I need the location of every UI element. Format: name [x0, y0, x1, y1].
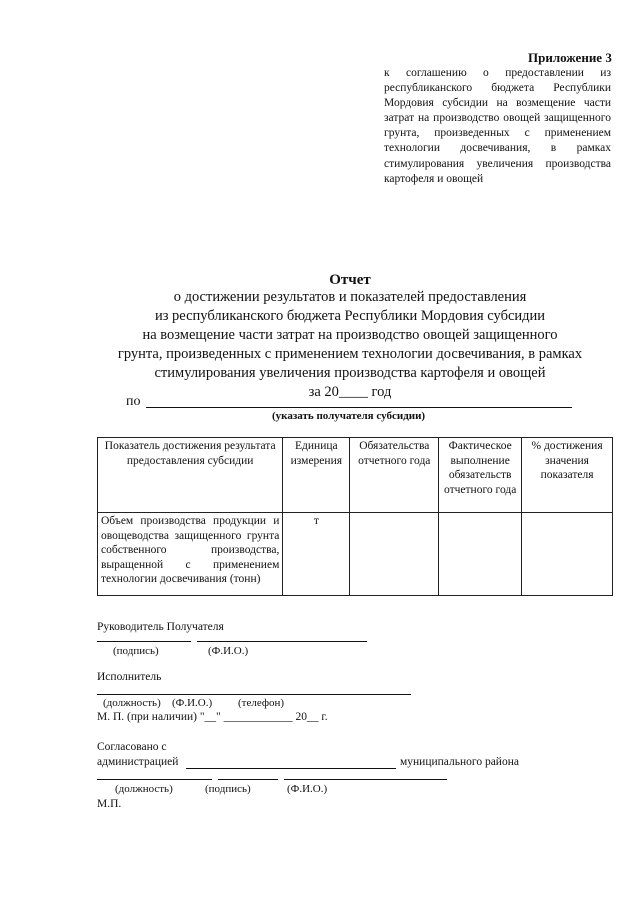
fio-line	[284, 779, 447, 780]
recipient-line	[146, 407, 572, 408]
appendix-title: Приложение 3	[528, 50, 612, 65]
table-cell	[522, 513, 613, 596]
caption-signature: (подпись)	[205, 783, 251, 795]
report-line: на возмещение части затрат на производство овощей защищенного	[142, 327, 558, 343]
recipient-label: по	[126, 394, 141, 409]
report-subtitle	[90, 288, 610, 402]
report-line: грунта, произведенных с применением технологии досвечивания, в рамках	[117, 346, 583, 362]
agreed-label: Согласовано с	[97, 741, 167, 753]
table-cell	[350, 513, 439, 596]
table-cell: т	[283, 513, 350, 596]
admin-suffix: муниципального района	[400, 756, 519, 768]
admin-line	[186, 768, 396, 769]
caption-position: (должность)	[115, 783, 173, 795]
signature-line	[218, 779, 278, 780]
executor-label: Исполнитель	[97, 671, 162, 683]
caption-fio: (Ф.И.О.)	[208, 645, 249, 657]
stamp-label: М.П.	[97, 798, 122, 810]
table-header-cell: Показатель достижения результата предоставления субсидии	[98, 438, 283, 513]
table-header-cell: % достижения значения показателя	[522, 438, 613, 513]
executor-line	[97, 694, 411, 695]
stamp-date-line: М. П. (при наличии) "__" ____________ 20__ г.	[97, 711, 328, 723]
admin-prefix: администрацией	[97, 756, 179, 768]
caption-fio: (Ф.И.О.)	[287, 783, 328, 795]
table-header-cell: Единица измерения	[283, 438, 350, 513]
caption-signature: (подпись)	[113, 645, 159, 657]
caption-fio: (Ф.И.О.)	[172, 697, 213, 709]
report-line: о достижении результатов и показателей предоставления	[173, 289, 527, 305]
position-line	[97, 779, 212, 780]
report-year-line: за 20____ год	[308, 384, 392, 400]
report-line: стимулирования увеличения производства картофеля и овощей	[154, 365, 546, 381]
caption-phone: (телефон)	[238, 697, 285, 709]
recipient-hint: (указать получателя субсидии)	[272, 410, 426, 422]
report-title: Отчет	[329, 272, 371, 288]
appendix-text: к соглашению о предоставлении из республиканского бюджета Республики Мордовия субсидии на возмещение части затрат на производство овощей защищенного грунта, произведенных с применением технологии досвечивания, в рамках стимулирования увеличения производства картофеля и овощей	[384, 67, 611, 185]
table-cell	[439, 513, 522, 596]
fio-line	[197, 641, 367, 642]
table-header-cell: Фактическое выполнение обязательств отчетного года	[439, 438, 522, 513]
report-table	[97, 437, 613, 596]
report-line: из республиканского бюджета Республики Мордовия субсидии	[154, 308, 546, 324]
caption-position: (должность)	[103, 697, 161, 709]
table-cell: Объем производства продукции и овощеводства защищенного грунта собственного производства, выращенной с применением технологии досвечивания (тонн)	[98, 513, 283, 596]
table-header-cell: Обязательства отчетного года	[350, 438, 439, 513]
table-row	[98, 513, 613, 596]
head-label: Руководитель Получателя	[97, 621, 224, 633]
table-header-row	[98, 438, 613, 513]
signature-line	[97, 641, 191, 642]
